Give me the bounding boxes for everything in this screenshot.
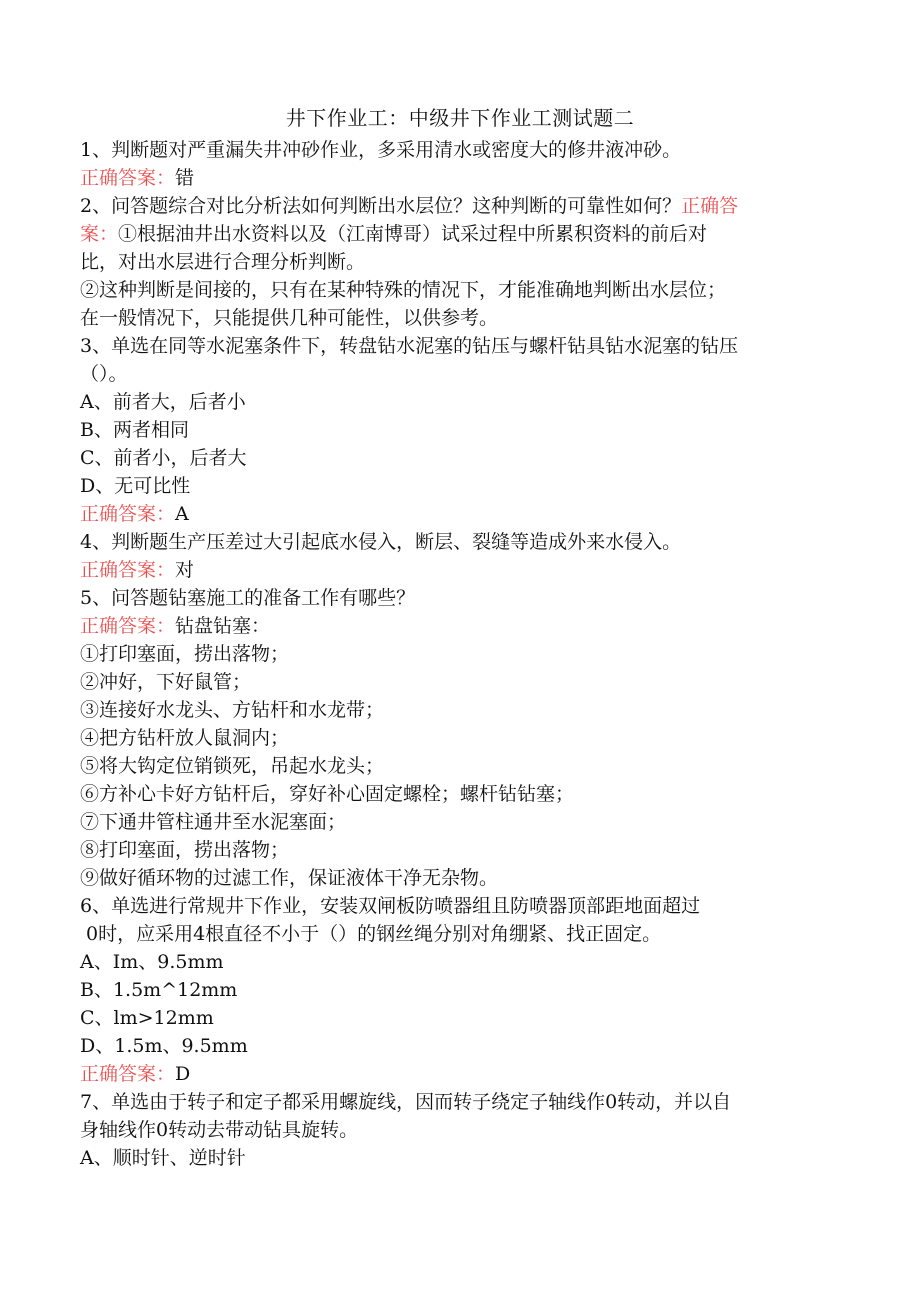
answer-label: 正确答案： (80, 559, 176, 581)
q7-stem-line-2: 身轴线作0转动去带动钻具旋转。 (80, 1119, 359, 1141)
q2-answer-line-4: 在一般情况下，只能提供几种可能性，以供参考。 (80, 307, 499, 329)
q2-answer-line-1 (80, 220, 840, 248)
q6-option-d: D、1.5m、9.5mm (80, 1035, 248, 1057)
q3-option-c: C、前者小，后者大 (80, 447, 247, 469)
q3-answer-line (80, 500, 840, 528)
q5-step-7: ⑦下通井管柱通井至水泥塞面； (80, 811, 347, 833)
q6-answer: D (175, 1063, 191, 1085)
q3-stem-line-2: （）。 (80, 363, 128, 385)
q3-stem-line-1: 3、单选在同等水泥塞条件下，转盘钻水泥塞的钻压与螺杆钻具钻水泥塞的钻压 (80, 335, 739, 357)
q6-option-b: B、1.5m^12mm (80, 979, 238, 1001)
q1-stem: 1、判断题对严重漏失井冲砂作业，多采用清水或密度大的修井液冲砂。 (80, 139, 682, 161)
q5-step-4: ④把方钻杆放人鼠洞内； (80, 727, 290, 749)
question-list (80, 136, 840, 1172)
q5-answer-line (80, 612, 840, 640)
q3-option-a: A、前者大，后者小 (80, 391, 246, 413)
answer-label: 正确答案： (80, 503, 176, 525)
q7-stem-line-1: 7、单选由于转子和定子都采用螺旋线，因而转子绕定子轴线作0转动，并以自 (80, 1091, 732, 1113)
q5-stem: 5、问答题钻塞施工的准备工作有哪些？ (80, 587, 416, 609)
q6-answer-line (80, 1060, 840, 1088)
q7-option-a: A、顺时针、逆时针 (80, 1147, 246, 1169)
q2-stem: 2、问答题综合对比分析法如何判断出水层位？这种判断的可靠性如何？ (80, 195, 682, 217)
q3-answer: A (175, 503, 189, 525)
q6-option-a: A、Im、9.5mm (80, 951, 224, 973)
q3-option-b: B、两者相同 (80, 419, 189, 441)
q2-stem-line (80, 192, 840, 220)
q6-stem-line-2: 0时，应采用4根直径不小于（）的钢丝绳分别对角绷紧、找正固定。 (86, 923, 662, 945)
q4-stem: 4、判断题生产压差过大引起底水侵入，断层、裂缝等造成外来水侵入。 (80, 531, 682, 553)
answer-label: 正确答案： (80, 1063, 176, 1085)
q5-step-3: ③连接好水龙头、方钻杆和水龙带； (80, 699, 385, 721)
q5-step-1: ①打印塞面，捞出落物； (80, 643, 290, 665)
q2-answer-line-2: 比，对出水层进行合理分析判断。 (80, 251, 366, 273)
q1-answer: 错 (175, 167, 195, 189)
q4-answer-line (80, 556, 840, 584)
q6-stem-line-1: 6、单选进行常规井下作业，安装双闸板防喷器组且防喷器顶部距地面超过 (80, 895, 701, 917)
q1-answer-line (80, 164, 840, 192)
q5-answer: 钻盘钻塞： (175, 615, 271, 637)
q5-step-2: ②冲好，下好鼠管； (80, 671, 252, 693)
answer-label-part1: 正确答 (681, 195, 739, 217)
q3-option-d: D、无可比性 (80, 475, 191, 497)
q6-option-c: C、lm>12mm (80, 1007, 214, 1029)
q5-step-5: ⑤将大钩定位销锁死，吊起水龙头； (80, 755, 385, 777)
answer-label: 正确答案： (80, 615, 176, 637)
q2-answer-text-1: ①根据油井出水资料以及（江南博哥）试采过程中所累积资料的前后对 (118, 223, 708, 245)
document-title: 井下作业工：中级井下作业工测试题二 (285, 106, 635, 130)
answer-label-part2: 案： (80, 223, 119, 245)
q2-answer-line-3: ②这种判断是间接的，只有在某种特殊的情况下，才能准确地判断出水层位； (80, 279, 727, 301)
answer-label: 正确答案： (80, 167, 176, 189)
q5-step-9: ⑨做好循环物的过滤工作，保证液体干净无杂物。 (80, 867, 499, 889)
q4-answer: 对 (175, 559, 195, 581)
q5-step-6: ⑥方补心卡好方钻杆后，穿好补心固定螺栓；螺杆钻钻塞； (80, 783, 575, 805)
q5-step-8: ⑧打印塞面，捞出落物； (80, 839, 290, 861)
